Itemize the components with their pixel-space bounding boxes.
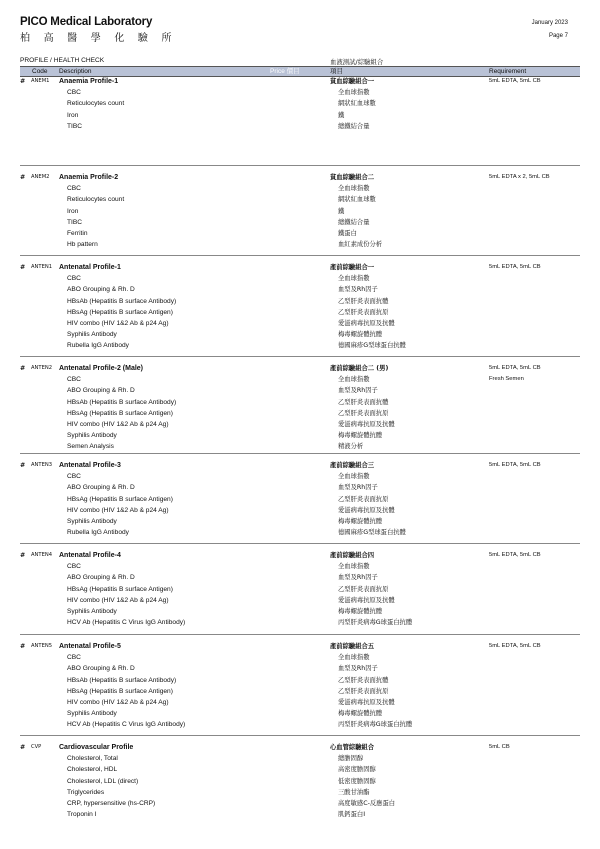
test-name-chinese: 丙型肝炎病毒G球蛋白抗體 — [338, 721, 413, 729]
test-row — [20, 340, 580, 351]
test-name-chinese: 鐵蛋白 — [338, 229, 357, 237]
profile-name-chinese: 心血管綜驗組合 — [330, 744, 375, 751]
test-name-chinese: 德國麻疹G型球蛋白抗體 — [338, 529, 406, 537]
section-title: PROFILE / HEALTH CHECK — [20, 57, 105, 64]
test-name: ABO Grouping & Rh. D — [67, 665, 135, 673]
test-name-chinese: 全血球指數 — [338, 654, 370, 662]
test-row — [20, 329, 580, 340]
document-date: January 2023 — [531, 20, 568, 26]
test-name: CBC — [67, 654, 81, 662]
test-row — [20, 663, 580, 674]
test-row — [20, 87, 580, 98]
profile-marker: # — [20, 552, 26, 559]
section-title-chinese: 血液測試/綜驗組合 — [330, 58, 384, 66]
sample-requirement: 5mL EDTA, 5mL CB — [489, 462, 541, 468]
profile-marker: # — [20, 78, 26, 85]
test-name: HBsAb (Hepatitis B surface Antibody) — [67, 297, 177, 305]
test-name-chinese: 乙型肝炎表面抗原 — [338, 687, 389, 695]
test-row — [20, 584, 580, 595]
test-name: Reticulocytes count — [67, 100, 125, 108]
test-name-chinese: 梅毒螺旋體抗體 — [338, 607, 383, 615]
test-name: Syphilis Antibody — [67, 517, 117, 525]
test-name-chinese: 丙型肝炎病毒G球蛋白抗體 — [338, 619, 413, 627]
test-name: Cholesterol, HDL — [67, 766, 118, 774]
test-name-chinese: 血型及Rh因子 — [338, 665, 378, 673]
test-name: Iron — [67, 207, 79, 215]
test-row — [20, 753, 580, 764]
test-name: HIV combo (HIV 1&2 Ab & p24 Ag) — [67, 698, 169, 706]
test-row — [20, 787, 580, 798]
test-name: Syphilis Antibody — [67, 710, 117, 718]
test-row — [20, 239, 580, 250]
profile-name: Anaemia Profile-2 — [59, 174, 119, 181]
profile-marker: # — [20, 174, 26, 181]
test-name-chinese: 乙型肝炎表面抗原 — [338, 495, 389, 503]
test-name: HBsAb (Hepatitis B surface Antibody) — [67, 676, 177, 684]
test-name: CBC — [67, 89, 81, 97]
test-row — [20, 228, 580, 239]
test-name: Semen Analysis — [67, 443, 114, 451]
profile-name: Cardiovascular Profile — [59, 744, 134, 751]
sample-requirement: 5mL CB — [489, 744, 510, 750]
test-name-chinese: 全血球指數 — [338, 376, 370, 384]
test-row — [20, 595, 580, 606]
sample-requirement: Fresh Semen — [489, 376, 524, 383]
profile-header-row — [20, 550, 580, 561]
test-name: HIV combo (HIV 1&2 Ab & p24 Ag) — [67, 596, 169, 604]
test-name-chinese: 乙型肝炎表面抗原 — [338, 585, 389, 593]
test-name: HIV combo (HIV 1&2 Ab & p24 Ag) — [67, 319, 169, 327]
profile-name: Antenatal Profile-1 — [59, 264, 121, 271]
test-row — [20, 217, 580, 228]
test-row — [20, 296, 580, 307]
profile-code: ANEM1 — [31, 78, 50, 84]
profile-divider — [20, 453, 580, 454]
test-name-chinese: 德國麻疹G型球蛋白抗體 — [338, 342, 406, 350]
test-name: Cholesterol, LDL (direct) — [67, 777, 139, 785]
profile-header-row — [20, 172, 580, 183]
test-name-chinese: 鐵 — [338, 111, 345, 119]
profile-header-row — [20, 262, 580, 273]
profile-block — [20, 742, 580, 820]
profile-block — [20, 172, 580, 250]
test-name-chinese: 愛滋病毒抗原及抗體 — [338, 319, 395, 327]
test-name: HBsAg (Hepatitis B surface Antigen) — [67, 585, 173, 593]
profile-name: Antenatal Profile-3 — [59, 462, 121, 469]
test-name-chinese: 全血球指數 — [338, 185, 370, 193]
test-name: HBsAg (Hepatitis B surface Antigen) — [67, 495, 173, 503]
profile-code: ANTEN1 — [31, 264, 53, 270]
profile-name-chinese: 產前綜驗組合四 — [330, 552, 375, 559]
test-name-chinese: 乙型肝炎表面抗體 — [338, 297, 389, 305]
test-row — [20, 572, 580, 583]
profile-header-row — [20, 641, 580, 652]
test-name: CBC — [67, 275, 81, 283]
test-name-chinese: 全血球指數 — [338, 473, 370, 481]
test-name-chinese: 總膽固醇 — [338, 755, 364, 763]
test-row — [20, 708, 580, 719]
test-name: CBC — [67, 563, 81, 571]
column-description: Description — [59, 68, 92, 75]
column-code: Code — [32, 68, 48, 75]
test-name-chinese: 愛滋病毒抗原及抗體 — [338, 420, 395, 428]
test-name-chinese: 總鐵結合量 — [338, 122, 370, 130]
sample-requirement: 5mL EDTA, 5mL CB — [489, 643, 541, 649]
profile-marker: # — [20, 744, 26, 751]
test-name-chinese: 乙型肝炎表面抗體 — [338, 398, 389, 406]
test-name-chinese: 梅毒螺旋體抗體 — [338, 710, 383, 718]
profile-divider — [20, 735, 580, 736]
test-name-chinese: 血型及Rh因子 — [338, 574, 378, 582]
profile-name: Anaemia Profile-1 — [59, 78, 119, 85]
sample-requirement: 5mL EDTA x 2, 5mL CB — [489, 174, 550, 180]
test-row — [20, 441, 580, 452]
test-name: TIBC — [67, 122, 83, 130]
test-name-chinese: 全血球指數 — [338, 275, 370, 283]
test-name-chinese: 愛滋病毒抗原及抗體 — [338, 698, 395, 706]
test-name-chinese: 愛滋病毒抗原及抗體 — [338, 596, 395, 604]
test-name-chinese: 全血球指數 — [338, 563, 370, 571]
profile-block — [20, 641, 580, 731]
profile-block — [20, 550, 580, 628]
profile-divider — [20, 255, 580, 256]
test-row — [20, 194, 580, 205]
test-name-chinese: 血型及Rh因子 — [338, 286, 378, 294]
test-name: ABO Grouping & Rh. D — [67, 484, 135, 492]
test-name: Rubella IgG Antibody — [67, 342, 129, 350]
test-row — [20, 471, 580, 482]
profile-code: ANTEN4 — [31, 552, 53, 558]
profile-divider — [20, 356, 580, 357]
test-name: CBC — [67, 473, 81, 481]
test-name-chinese: 網狀紅血球數 — [338, 196, 376, 204]
test-name: HCV Ab (Hepatitis C Virus IgG Antibody) — [67, 721, 186, 729]
test-name-chinese: 梅毒螺旋體抗體 — [338, 331, 383, 339]
sample-requirement: 5mL EDTA, 5mL CB — [489, 552, 541, 558]
test-row — [20, 505, 580, 516]
test-name: CBC — [67, 185, 81, 193]
test-name-chinese: 血型及Rh因子 — [338, 484, 378, 492]
profile-name-chinese: 貧血綜驗組合一 — [330, 78, 375, 85]
column-item: 項目 — [330, 68, 343, 75]
profile-name-chinese: 產前綜驗組合五 — [330, 643, 375, 650]
test-name: Syphilis Antibody — [67, 607, 117, 615]
profile-name: Antenatal Profile-2 (Male) — [59, 365, 144, 372]
test-name-chinese: 總鐵結合量 — [338, 218, 370, 226]
test-name: Rubella IgG Antibody — [67, 529, 129, 537]
test-row — [20, 494, 580, 505]
test-name: ABO Grouping & Rh. D — [67, 286, 135, 294]
profile-name: Antenatal Profile-5 — [59, 643, 121, 650]
test-name: Syphilis Antibody — [67, 331, 117, 339]
test-name-chinese: 乙型肝炎表面抗體 — [338, 676, 389, 684]
test-name: HCV Ab (Hepatitis C Virus IgG Antibody) — [67, 619, 186, 627]
test-name-chinese: 高密度膽固醇 — [338, 766, 376, 774]
test-row — [20, 675, 580, 686]
test-row — [20, 798, 580, 809]
test-name-chinese: 高度敏感C-反應蛋白 — [338, 799, 396, 807]
profile-code: ANEM2 — [31, 174, 50, 180]
profile-name-chinese: 產前綜驗組合二 (男) — [330, 365, 389, 372]
test-name: TIBC — [67, 218, 83, 226]
profile-header-row — [20, 742, 580, 753]
sample-requirement: 5mL EDTA, 5mL CB — [489, 78, 541, 84]
test-name: Hb pattern — [67, 241, 98, 249]
test-row — [20, 374, 580, 385]
profile-header-row — [20, 76, 580, 87]
test-name: Cholesterol, Total — [67, 755, 118, 763]
test-row — [20, 719, 580, 730]
lab-name: PICO Medical Laboratory — [20, 16, 153, 28]
profile-marker: # — [20, 264, 26, 271]
test-row — [20, 385, 580, 396]
profile-name-chinese: 貧血綜驗組合二 — [330, 174, 375, 181]
test-name: HBsAb (Hepatitis B surface Antibody) — [67, 398, 177, 406]
test-name-chinese: 乙型肝炎表面抗原 — [338, 308, 389, 316]
profile-code: CVP — [31, 744, 42, 750]
column-requirement: Requirement — [489, 68, 527, 75]
profile-header-row — [20, 363, 580, 374]
test-name: CRP, hypersensitive (hs-CRP) — [67, 799, 156, 807]
test-row — [20, 419, 580, 430]
column-price: Price 價目 — [270, 68, 300, 75]
test-row — [20, 561, 580, 572]
test-row — [20, 397, 580, 408]
test-name-chinese: 三酸甘油酯 — [338, 788, 370, 796]
page-number: Page 7 — [548, 33, 568, 39]
profile-name-chinese: 產前綜驗組合一 — [330, 264, 375, 271]
test-name: ABO Grouping & Rh. D — [67, 574, 135, 582]
profile-header-row — [20, 460, 580, 471]
test-row — [20, 516, 580, 527]
profile-block — [20, 363, 580, 453]
test-row — [20, 183, 580, 194]
profile-divider — [20, 543, 580, 544]
test-name-chinese: 鐵 — [338, 207, 345, 215]
profile-marker: # — [20, 462, 26, 469]
test-name-chinese: 血紅素成份分析 — [338, 241, 383, 249]
test-name: Triglycerides — [67, 788, 105, 796]
test-row — [20, 98, 580, 109]
test-row — [20, 121, 580, 132]
profile-code: ANTEN5 — [31, 643, 53, 649]
test-name: HIV combo (HIV 1&2 Ab & p24 Ag) — [67, 420, 169, 428]
test-row — [20, 482, 580, 493]
test-name-chinese: 梅毒螺旋體抗體 — [338, 517, 383, 525]
test-row — [20, 697, 580, 708]
test-name-chinese: 血型及Rh因子 — [338, 387, 378, 395]
test-row — [20, 527, 580, 538]
test-row — [20, 273, 580, 284]
profile-marker: # — [20, 365, 26, 372]
profile-name: Antenatal Profile-4 — [59, 552, 121, 559]
profile-block — [20, 76, 580, 132]
sample-requirement: 5mL EDTA, 5mL CB — [489, 264, 541, 270]
profile-name-chinese: 產前綜驗組合三 — [330, 462, 375, 469]
profile-code: ANTEN2 — [31, 365, 53, 371]
test-row — [20, 776, 580, 787]
sample-requirement: 5mL EDTA, 5mL CB — [489, 365, 541, 371]
profile-divider — [20, 165, 580, 166]
test-name-chinese: 梅毒螺旋體抗體 — [338, 432, 383, 440]
test-name: Troponin I — [67, 811, 97, 819]
test-name: HIV combo (HIV 1&2 Ab & p24 Ag) — [67, 506, 169, 514]
test-row — [20, 318, 580, 329]
profile-block — [20, 262, 580, 352]
test-row — [20, 652, 580, 663]
test-row — [20, 206, 580, 217]
test-name: Syphilis Antibody — [67, 432, 117, 440]
test-name: HBsAg (Hepatitis B surface Antigen) — [67, 687, 173, 695]
test-row — [20, 430, 580, 441]
profile-divider — [20, 634, 580, 635]
test-name-chinese: 全血球指數 — [338, 89, 370, 97]
test-row — [20, 686, 580, 697]
test-row — [20, 764, 580, 775]
test-name-chinese: 肌鈣蛋白I — [338, 811, 366, 819]
test-name: Iron — [67, 111, 79, 119]
test-name-chinese: 愛滋病毒抗原及抗體 — [338, 506, 395, 514]
test-name: Ferritin — [67, 229, 88, 237]
test-row — [20, 606, 580, 617]
test-name: HBsAg (Hepatitis B surface Antigen) — [67, 308, 173, 316]
test-row — [20, 307, 580, 318]
test-row — [20, 408, 580, 419]
lab-name-chinese: 柏 高 醫 學 化 驗 所 — [20, 33, 177, 44]
test-name: HBsAg (Hepatitis B surface Antigen) — [67, 409, 173, 417]
test-row — [20, 284, 580, 295]
profile-block — [20, 460, 580, 538]
test-row — [20, 617, 580, 628]
test-name: CBC — [67, 376, 81, 384]
test-row — [20, 110, 580, 121]
test-name: Reticulocytes count — [67, 196, 125, 204]
test-name: ABO Grouping & Rh. D — [67, 387, 135, 395]
test-row — [20, 809, 580, 820]
test-name-chinese: 精液分析 — [338, 443, 364, 451]
test-name-chinese: 乙型肝炎表面抗原 — [338, 409, 389, 417]
profile-code: ANTEN3 — [31, 462, 53, 468]
profile-marker: # — [20, 643, 26, 650]
test-name-chinese: 網狀紅血球數 — [338, 100, 376, 108]
test-name-chinese: 低密度膽固醇 — [338, 777, 376, 785]
